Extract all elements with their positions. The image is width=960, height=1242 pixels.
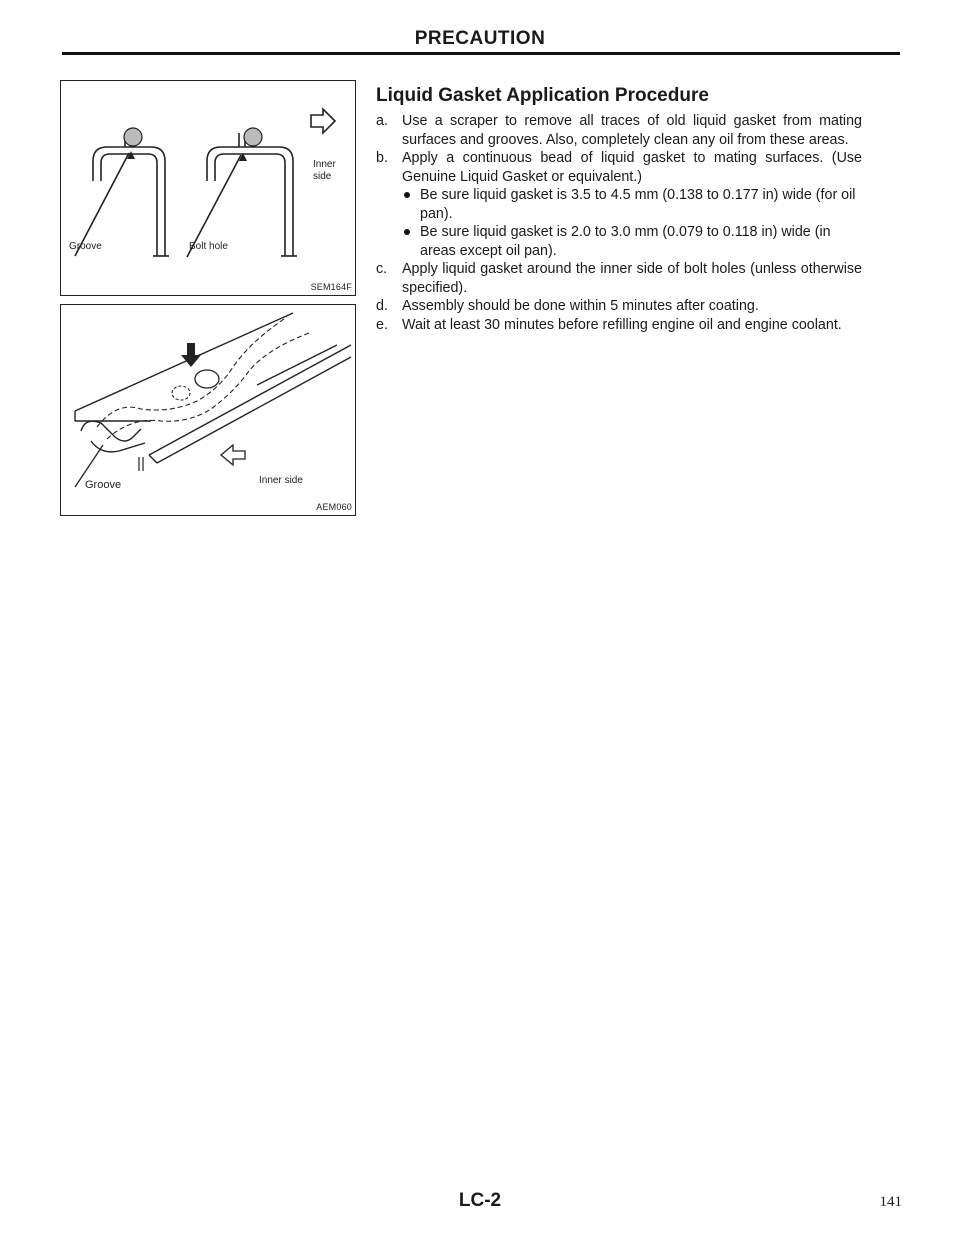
step-c	[376, 260, 862, 297]
bullet-dot	[404, 192, 410, 198]
figure-bead-application	[60, 304, 356, 516]
inner-side-label: Inner side	[313, 159, 336, 182]
cross-section-illustration	[61, 81, 355, 295]
step-text: Wait at least 30 minutes before refilling engine oil and engine coolant.	[402, 316, 842, 333]
groove-label: Groove	[69, 241, 102, 252]
step-e	[376, 316, 862, 335]
bullet-item	[376, 223, 862, 260]
step-text: Apply liquid gasket around the inner side of bolt holes (unless otherwise specified).	[402, 261, 862, 296]
procedure-list	[376, 112, 862, 334]
step-text: Apply a continuous bead of liquid gasket to mating surfaces. (Use Genuine Liquid Gasket or equivalent.)	[402, 150, 862, 185]
step-text: Use a scraper to remove all traces of old liquid gasket from mating surfaces and grooves. Also, completely clean any oil from these areas.	[402, 113, 862, 148]
bullet-text: Be sure liquid gasket is 2.0 to 3.0 mm (0.079 to 0.118 in) wide (in areas except oil pan).	[420, 224, 831, 259]
figure-code: AEM060	[316, 502, 352, 512]
page-number: 141	[879, 1194, 902, 1210]
inner-side-label: Inner side	[259, 475, 303, 486]
page-code: LC-2	[458, 1190, 502, 1211]
header-rule	[62, 52, 900, 55]
figure-code: SEM164F	[310, 282, 352, 292]
step-text: Assembly should be done within 5 minutes after coating.	[402, 298, 759, 314]
bullet-text: Be sure liquid gasket is 3.5 to 4.5 mm (0.138 to 0.177 in) wide (for oil pan).	[420, 187, 856, 222]
step-letter: a.	[376, 113, 388, 129]
bolt-hole-label: Bolt hole	[189, 241, 228, 252]
step-d	[376, 297, 862, 316]
page-title: PRECAUTION	[414, 28, 546, 49]
groove-label: Groove	[85, 479, 122, 491]
bullet-item	[376, 186, 862, 223]
step-letter: d.	[376, 298, 388, 314]
step-letter: c.	[376, 261, 388, 277]
step-b	[376, 149, 862, 186]
step-a	[376, 112, 862, 149]
figure-cross-section	[60, 80, 356, 296]
step-letter: b.	[376, 150, 388, 166]
step-letter: e.	[376, 316, 388, 333]
bullet-dot	[404, 229, 410, 235]
section-title: Liquid Gasket Application Procedure	[376, 85, 709, 106]
